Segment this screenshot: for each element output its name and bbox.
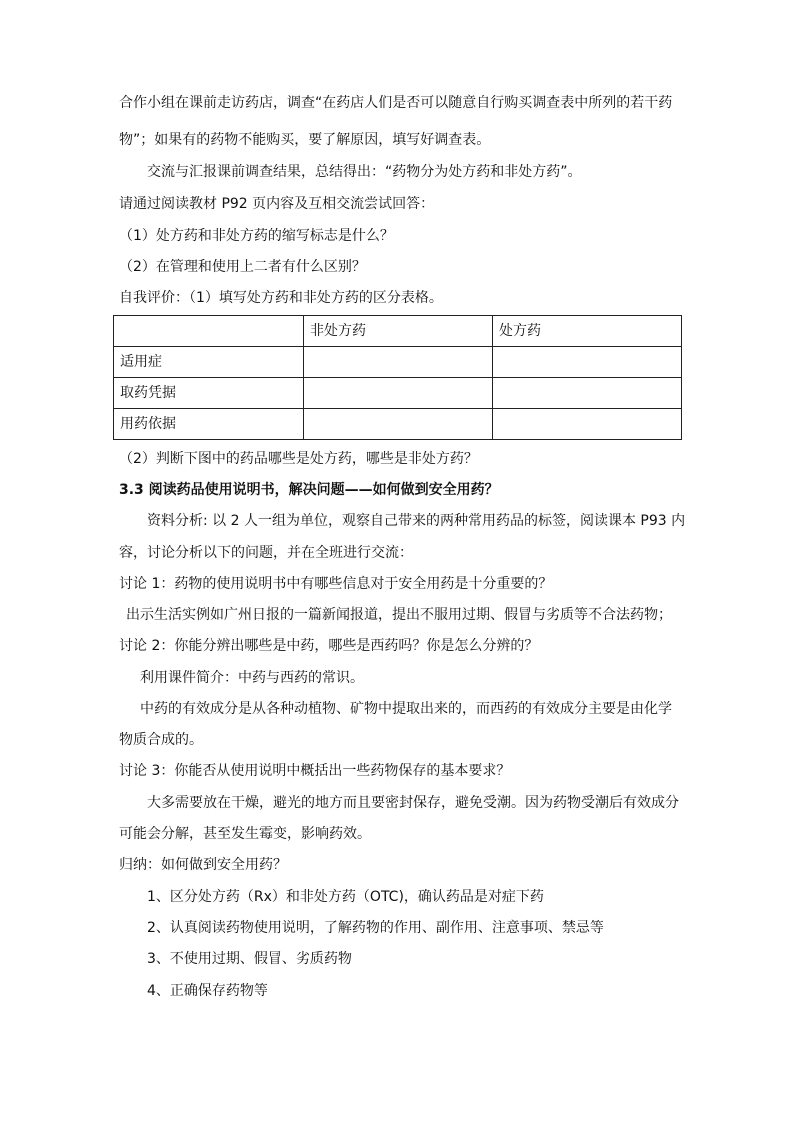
survey-conclusion: 交流与汇报课前调查结果，总结得出：“药物分为处方药和非处方药”。 xyxy=(147,164,582,180)
table-cell xyxy=(493,378,682,409)
self-eval-prompt: 自我评价：（1）填写处方药和非处方药的区分表格。 xyxy=(119,290,443,306)
table-header-cell: 非处方药 xyxy=(304,316,493,347)
storage-explanation-line-2: 可能会分解，甚至发生霉变，影响药效。 xyxy=(119,826,371,842)
medicine-explanation-line-2: 物质合成的。 xyxy=(119,732,203,748)
summary-item: 3、不使用过期、假冒、劣质药物 xyxy=(147,951,352,967)
material-analysis-line-1: 资料分析: 以 2 人一组为单位，观察自己带来的两种常用药品的标签，阅读课本 P93 内 xyxy=(147,513,686,529)
table-header-row xyxy=(114,316,682,347)
table-cell xyxy=(493,409,682,440)
table-row xyxy=(114,347,682,378)
survey-line-1: 合作小组在课前走访药店，调查“在药店人们是否可以随意自行购买调查表中所列的若干药 xyxy=(119,95,673,111)
comparison-table xyxy=(113,315,682,440)
courseware-intro: 利用课件简介：中药与西药的常识。 xyxy=(140,670,364,686)
question-1: （1）处方药和非处方药的缩写标志是什么？ xyxy=(119,228,394,244)
news-example: 出示生活实例如广州日报的一篇新闻报道，提出不服用过期、假冒与劣质等不合法药物； xyxy=(126,607,672,623)
medicine-explanation-line-1: 中药的有效成分是从各种动植物、矿物中提取出来的，而西药的有效成分主要是由化学 xyxy=(140,701,672,717)
material-analysis-line-2: 容，讨论分析以下的问题，并在全班进行交流： xyxy=(119,545,413,561)
discussion-2: 讨论 2：你能分辨出哪些是中药，哪些是西药吗？你是怎么分辨的？ xyxy=(119,638,539,654)
table-row-label: 适用症 xyxy=(114,347,304,378)
table-row xyxy=(114,378,682,409)
table-header-cell: 处方药 xyxy=(493,316,682,347)
table-row-label: 取药凭据 xyxy=(114,378,304,409)
summary-item: 4、正确保存药物等 xyxy=(147,983,268,999)
table-cell xyxy=(304,378,493,409)
section-heading: 3.3 阅读药品使用说明书，解决问题——如何做到安全用药？ xyxy=(119,482,499,498)
reading-instruction: 请通过阅读教材 P92 页内容及互相交流尝试回答： xyxy=(119,196,435,212)
table-cell xyxy=(493,347,682,378)
table-row xyxy=(114,409,682,440)
table-cell xyxy=(304,347,493,378)
table-cell xyxy=(304,409,493,440)
discussion-3: 讨论 3：你能否从使用说明中概括出一些药物保存的基本要求？ xyxy=(119,763,511,779)
self-eval-followup: （2）判断下图中的药品哪些是处方药，哪些是非处方药？ xyxy=(119,451,478,467)
question-2: （2）在管理和使用上二者有什么区别？ xyxy=(119,259,366,275)
survey-line-2: 物”；如果有的药物不能购买，要了解原因，填写好调查表。 xyxy=(119,132,491,148)
discussion-1: 讨论 1：药物的使用说明书中有哪些信息对于安全用药是十分重要的？ xyxy=(119,576,553,592)
summary-item: 1、区分处方药（Rx）和非处方药（OTC)，确认药品是对症下药 xyxy=(147,889,544,905)
table-header-cell xyxy=(114,316,304,347)
summary-title: 归纳：如何做到安全用药？ xyxy=(119,857,287,873)
summary-item: 2、认真阅读药物使用说明，了解药物的作用、副作用、注意事项、禁忌等 xyxy=(147,920,604,936)
storage-explanation-line-1: 大多需要放在干燥，避光的地方而且要密封保存，避免受潮。因为药物受潮后有效成分 xyxy=(147,795,679,811)
table-row-label: 用药依据 xyxy=(114,409,304,440)
